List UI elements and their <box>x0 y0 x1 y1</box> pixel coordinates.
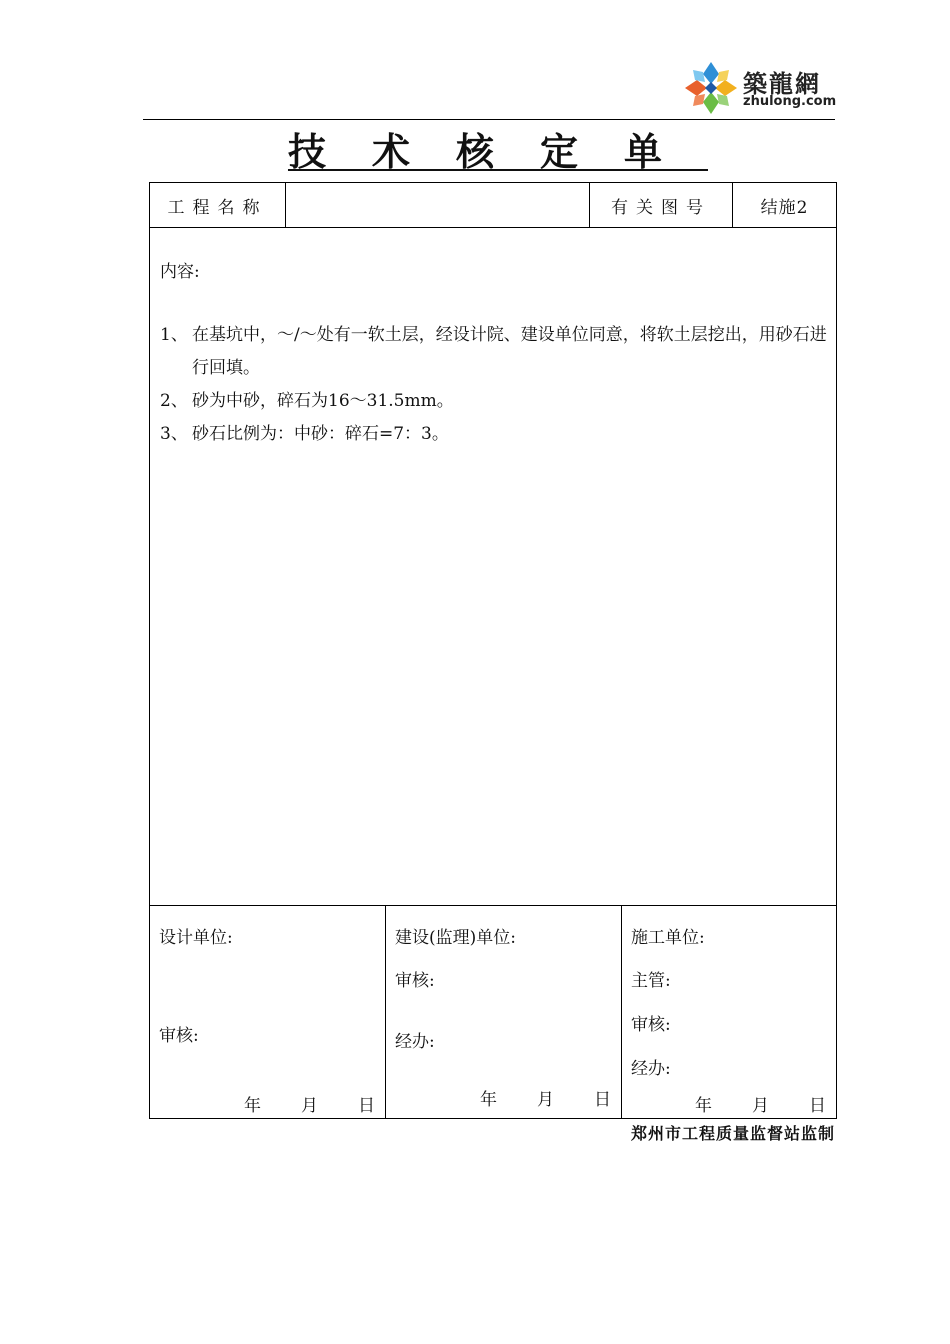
owner-date <box>480 1085 611 1110</box>
content-item <box>160 319 828 385</box>
content-label: 内容: <box>160 262 200 282</box>
date-day-label: 日 <box>809 1096 826 1116</box>
date-year-label: 年 <box>695 1096 712 1116</box>
design-date <box>244 1091 375 1116</box>
content-item-text: 砂石比例为：中砂：碎石=7：3。 <box>192 424 449 444</box>
contractor-review-label: 审核: <box>631 1015 671 1035</box>
signature-table <box>149 905 837 1119</box>
content-item <box>160 418 828 451</box>
zhulong-logo <box>683 60 843 120</box>
content-item-number: 3、 <box>160 424 188 444</box>
zhulong-logo-icon <box>683 60 739 116</box>
date-day-label: 日 <box>594 1090 611 1110</box>
drawing-no-field[interactable]: 结施2 <box>733 183 837 228</box>
content-item-text: 砂为中砂，碎石为16～31.5mm。 <box>192 391 454 411</box>
header-rule <box>143 119 835 120</box>
content-item-text: 在基坑中，～/～处有一软土层，经设计院、建设单位同意，将软土层挖出，用砂石进行回填。 <box>192 325 827 378</box>
content-row <box>150 228 837 906</box>
contractor-handler-label: 经办: <box>631 1059 671 1079</box>
supervision-footer: 郑州市工程质量监督站监制 <box>630 1124 835 1143</box>
contractor-date <box>695 1091 826 1116</box>
contractor-supervisor-label: 主管: <box>631 971 671 991</box>
date-year-label: 年 <box>480 1090 497 1110</box>
date-month-label: 月 <box>301 1096 318 1116</box>
logo-text-cn: 築龍網 <box>743 70 821 98</box>
owner-review-label: 审核: <box>395 971 435 991</box>
owner-handler-label: 经办: <box>395 1032 435 1052</box>
content-item-number: 2、 <box>160 391 188 411</box>
design-unit-label: 设计单位: <box>159 928 233 948</box>
document-title <box>0 121 950 176</box>
design-review-label: 审核: <box>159 1026 199 1046</box>
date-year-label: 年 <box>244 1096 261 1116</box>
contractor-unit-label: 施工单位: <box>631 928 705 948</box>
project-name-label: 工程名称 <box>150 183 286 228</box>
owner-unit-label: 建设(监理)单位: <box>395 928 516 948</box>
content-item-number: 1、 <box>160 325 188 345</box>
form-table <box>149 182 837 906</box>
date-month-label: 月 <box>537 1090 554 1110</box>
content-item <box>160 385 828 418</box>
content-cell[interactable] <box>150 228 837 906</box>
project-name-field[interactable] <box>286 183 590 228</box>
document-title-text: 技术核定单 <box>287 130 708 174</box>
owner-unit-cell[interactable] <box>386 906 622 1119</box>
drawing-no-label: 有关图号 <box>590 183 733 228</box>
design-unit-cell[interactable] <box>150 906 386 1119</box>
contractor-unit-cell[interactable] <box>622 906 837 1119</box>
date-day-label: 日 <box>358 1096 375 1116</box>
date-month-label: 月 <box>752 1096 769 1116</box>
header-row <box>150 183 837 228</box>
logo-text-en: zhulong.com <box>743 94 837 109</box>
